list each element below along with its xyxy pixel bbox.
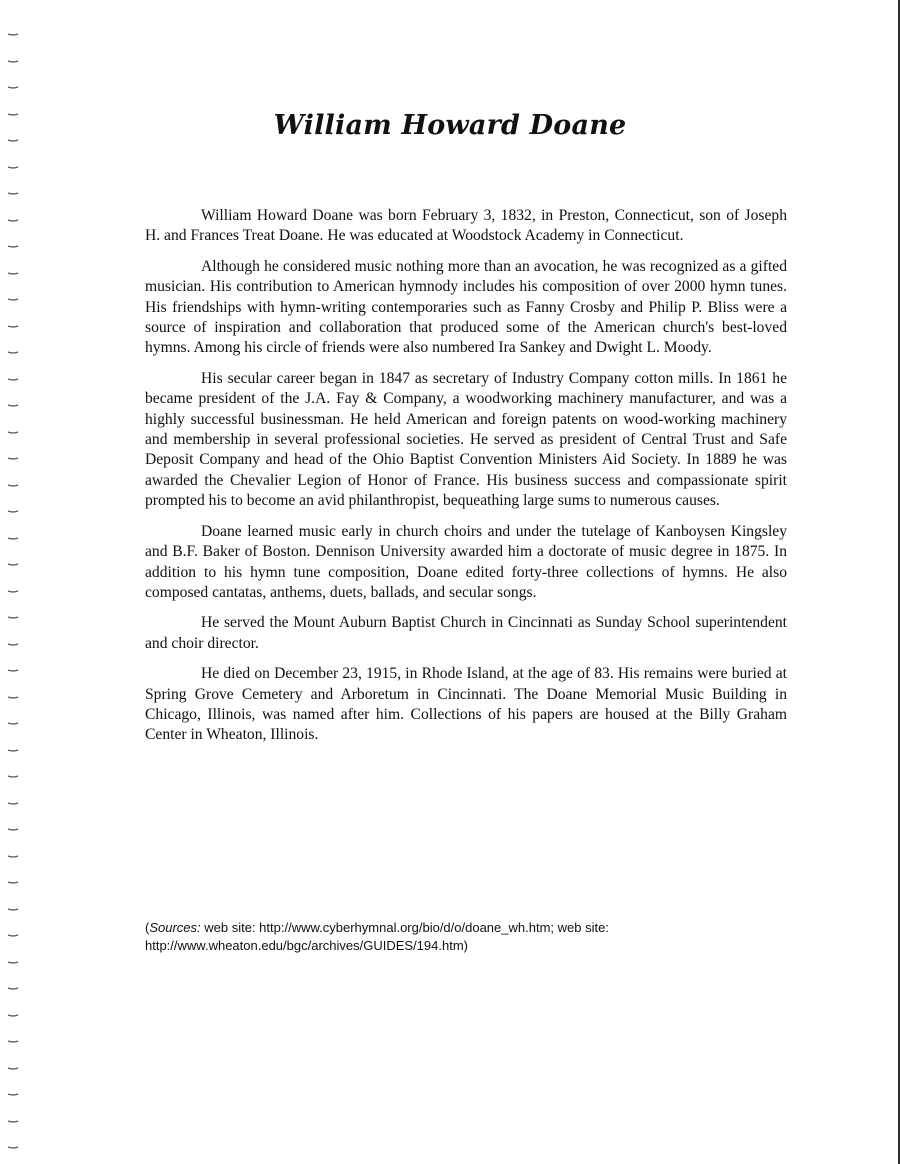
binder-tick [8, 538, 18, 539]
paragraph-church-service: He served the Mount Auburn Baptist Church in Cincinnati as Sunday School superintendent and choir director. [145, 614, 787, 652]
binder-tick [8, 1121, 18, 1122]
binder-tick [8, 988, 18, 989]
binder-tick [8, 962, 18, 963]
binder-tick [8, 220, 18, 221]
biography-body [145, 206, 787, 756]
binder-tick [8, 909, 18, 910]
binder-tick [8, 87, 18, 88]
binder-tick [8, 750, 18, 751]
paragraph-death: He died on December 23, 1915, in Rhode Island, at the age of 83. His remains were buried at Spring Grove Cemetery and Arboretum in Cincinnati. The Doane Memorial Music Building in Chicago, Illinois, was named after him. Collections of his papers are housed at the Billy Graham Center in Wheaton, Illinois. [145, 665, 787, 744]
binder-tick [8, 379, 18, 380]
binder-tick [8, 299, 18, 300]
binder-tick [8, 829, 18, 830]
sources-open-paren: ( [145, 920, 150, 935]
binder-tick [8, 1041, 18, 1042]
binder-tick [8, 405, 18, 406]
binder-tick [8, 776, 18, 777]
paragraph-secular-career: His secular career began in 1847 as secretary of Industry Company cotton mills. In 1861 he became president of the J.A. Fay & Company, a woodworking machinery manufacturer, and was a highly successful businessman. He held American and foreign patents on wood-working machinery and membership in several professional societies. He served as president of Central Trust and Safe Deposit Company and head of the Ohio Baptist Convention Ministers Aid Society. In 1889 he was awarded the Chevalier Legion of Honor of France. His business success and compassionate spirit prompted his to become an avid philanthropist, bequeathing large sums to numerous causes. [145, 369, 787, 510]
binder-tick [8, 273, 18, 274]
binder-tick [8, 167, 18, 168]
binder-tick [8, 617, 18, 618]
binder-tick [8, 1015, 18, 1016]
sources-citation [145, 919, 765, 955]
paragraph-music-education: Doane learned music early in church choirs and under the tutelage of Kanboysen Kingsley and B.F. Baker of Boston. Dennison University awarded him a doctorate of music degree in 1875. In addition to his hymn tune composition, Doane edited forty-three collections of hymns. He also composed cantatas, anthems, duets, ballads, and secular songs. [145, 522, 787, 601]
binder-tick [8, 246, 18, 247]
binder-tick [8, 61, 18, 62]
paragraph-music-avocation: Although he considered music nothing more than an avocation, he was recognized as a gifted musician. His contribution to American hymnody includes his composition of over 2000 hymn tunes. His friendships with hymn-writing contemporaries such as Fanny Crosby and Philip P. Bliss were a source of inspiration and collaboration that produced some of the American church's best-loved hymns. Among his circle of friends were also numbered Ira Sankey and Dwight L. Moody. [145, 257, 787, 357]
paragraph-birth: William Howard Doane was born February 3, 1832, in Preston, Connecticut, son of Joseph H. and Frances Treat Doane. He was educated at Woodstock Academy in Connecticut. [145, 207, 787, 245]
binder-tick [8, 591, 18, 592]
binder-tick [8, 34, 18, 35]
binder-tick [8, 1147, 18, 1148]
binder-tick [8, 882, 18, 883]
binder-tick [8, 485, 18, 486]
sources-label: Sources: [149, 920, 201, 935]
binder-tick [8, 326, 18, 327]
binder-tick [8, 1094, 18, 1095]
binder-tick [8, 432, 18, 433]
binder-tick [8, 458, 18, 459]
binder-tick [8, 1068, 18, 1069]
binder-tick [8, 935, 18, 936]
sources-text: web site: http://www.cyberhymnal.org/bio/d/o/doane_wh.htm; web site: http://www.wheaton.edu/bgc/archives/GUIDES/194.htm) [145, 920, 609, 953]
binder-tick [8, 670, 18, 671]
binder-edge-marks [4, 0, 24, 1164]
binder-tick [8, 803, 18, 804]
page-title: William Howard Doane [273, 110, 627, 142]
binder-tick [8, 193, 18, 194]
binder-tick [8, 644, 18, 645]
binder-tick [8, 856, 18, 857]
binder-tick [8, 564, 18, 565]
binder-tick [8, 697, 18, 698]
binder-tick [8, 511, 18, 512]
binder-tick [8, 352, 18, 353]
binder-tick [8, 723, 18, 724]
